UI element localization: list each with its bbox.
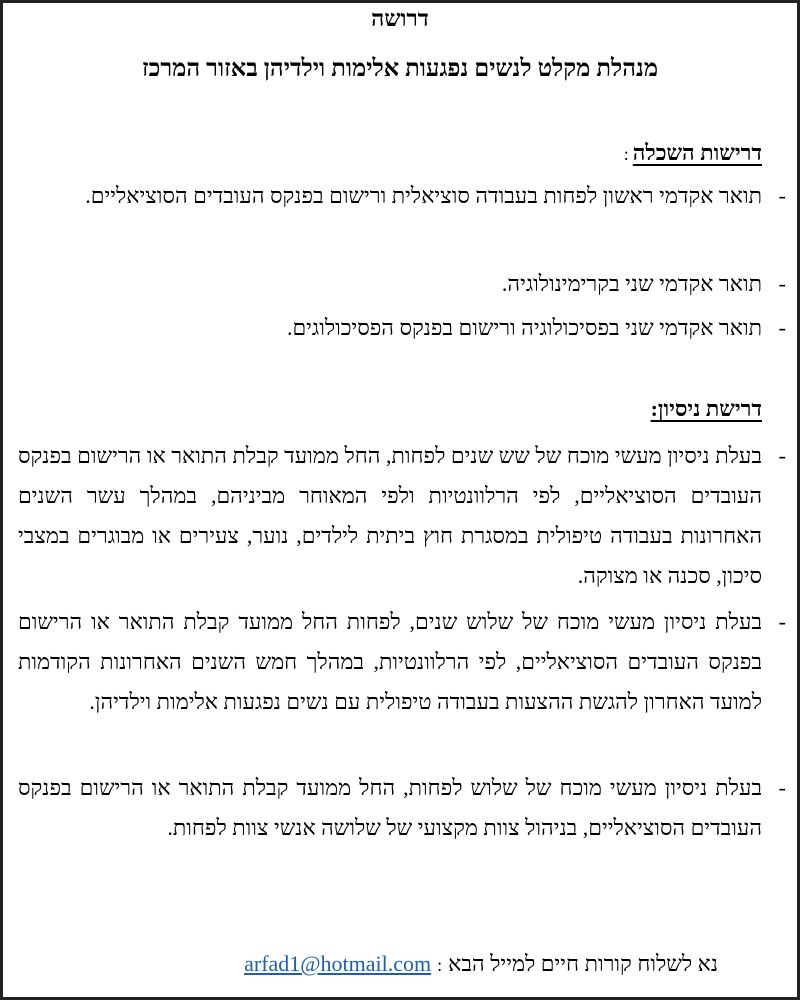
experience-item-text: בעלת ניסיון מעשי מוכח של שש שנים לפחות, החל ממועד קבלת התואר או הרישום בפנקס העובדים הסוציאליים, לפי הרלוונטיות ולפי המאוחר מביניהם, במהלך עשר השנים האחרונות בעבודה טיפולית במסגרת חוץ ביתית לילדים, נוער, צעירים או מבוגרים במצבי סיכון, סכנה או מצוקה. [18, 443, 762, 588]
education-heading-text: דרישות השכלה [632, 140, 762, 165]
page-title: דרושה [371, 6, 429, 31]
education-item [18, 176, 786, 216]
contact-text: נא לשלוח קורות חיים למייל הבא [448, 951, 718, 976]
bullet-dash: - [778, 271, 786, 296]
education-heading-colon: : [623, 144, 629, 164]
bullet-dash: - [778, 775, 786, 800]
education-heading [624, 138, 762, 169]
education-item-text: תואר אקדמי ראשון לפחות בעבודה סוציאלית ורישום בפנקס העובדים הסוציאליים. [85, 183, 762, 208]
contact-separator: : [437, 955, 443, 975]
bullet-dash: - [778, 443, 786, 468]
contact-line [244, 946, 718, 983]
education-item-text: תואר אקדמי שני בקרימינולוגיה. [501, 271, 762, 296]
experience-item [18, 602, 786, 722]
experience-heading [651, 394, 762, 424]
experience-item [18, 436, 786, 596]
bullet-dash: - [778, 609, 786, 634]
education-item [18, 264, 786, 304]
bullet-dash: - [778, 183, 786, 208]
education-item-text: תואר אקדמי שני בפסיכולוגיה ורישום בפנקס הפסיכולוגים. [286, 315, 762, 340]
experience-item [18, 768, 786, 848]
experience-heading-text: דרישת ניסיון: [650, 396, 762, 421]
experience-item-text: בעלת ניסיון מעשי מוכח של שלוש שנים, לפחות החל ממועד קבלת התואר או הרישום בפנקס העובדים הסוציאליים, לפי הרלוונטיות, במהלך חמש השנים האחרונות הקודמות למועד האחרון להגשת ההצעות בעבודה טיפולית עם נשים נפגעות אלימות וילדיהן. [18, 609, 762, 714]
bullet-dash: - [778, 315, 786, 340]
education-item [18, 308, 786, 348]
page-subtitle: מנהלת מקלט לנשים נפגעות אלימות וילדיהן באזור המרכז [141, 56, 659, 82]
experience-item-text: בעלת ניסיון מעשי מוכח של שלוש לפחות, החל ממועד קבלת התואר או הרישום בפנקס העובדים הסוציאליים, בניהול צוות מקצועי של שלושה אנשי צוות לפחות. [18, 775, 762, 840]
email-link[interactable]: arfad1@hotmail.com [244, 951, 432, 976]
